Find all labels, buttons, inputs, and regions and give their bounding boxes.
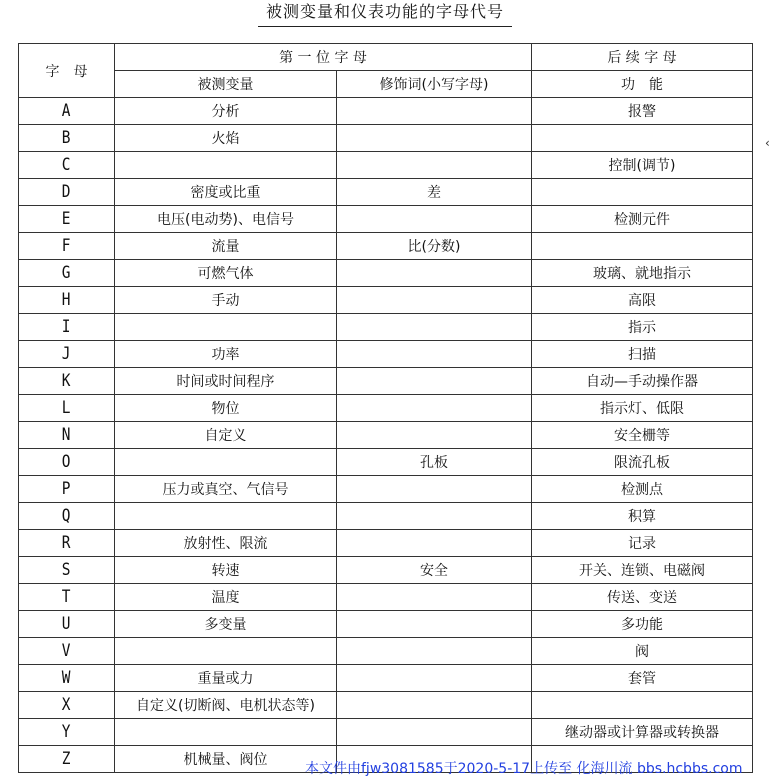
- function-cell: 报警: [532, 98, 753, 125]
- function-cell: 限流孔板: [532, 449, 753, 476]
- function-cell: [532, 233, 753, 260]
- table-row: [19, 476, 753, 503]
- measured-variable-cell: [115, 152, 337, 179]
- modifier-cell: [337, 692, 532, 719]
- function-cell: 多功能: [532, 611, 753, 638]
- modifier-cell: [337, 341, 532, 368]
- table-row: [19, 368, 753, 395]
- letter-cell: W: [19, 665, 115, 692]
- letter-cell: L: [19, 395, 115, 422]
- function-cell: 玻璃、就地指示: [532, 260, 753, 287]
- function-cell: [532, 692, 753, 719]
- measured-variable-cell: 功率: [115, 341, 337, 368]
- measured-variable-cell: [115, 719, 337, 746]
- table-row: [19, 287, 753, 314]
- letter-cell: D: [19, 179, 115, 206]
- table-row: [19, 719, 753, 746]
- measured-variable-cell: 重量或力: [115, 665, 337, 692]
- letter-cell: I: [19, 314, 115, 341]
- modifier-cell: [337, 152, 532, 179]
- modifier-cell: 差: [337, 179, 532, 206]
- letter-cell: E: [19, 206, 115, 233]
- table-row: [19, 260, 753, 287]
- measured-variable-cell: [115, 638, 337, 665]
- table-row: [19, 395, 753, 422]
- modifier-cell: [337, 395, 532, 422]
- side-mark: ‹: [765, 136, 770, 150]
- modifier-cell: [337, 503, 532, 530]
- modifier-cell: [337, 98, 532, 125]
- measured-variable-cell: 机械量、阀位: [115, 746, 337, 773]
- table-row: [19, 152, 753, 179]
- letter-cell: X: [19, 692, 115, 719]
- letter-cell: H: [19, 287, 115, 314]
- letter-cell: A: [19, 98, 115, 125]
- measured-variable-cell: 压力或真空、气信号: [115, 476, 337, 503]
- letter-cell: R: [19, 530, 115, 557]
- measured-variable-cell: 物位: [115, 395, 337, 422]
- modifier-cell: [337, 530, 532, 557]
- watermark: 本文件由fjw3081585于2020-5-17上传至 化海川流 bbs.hcbbs.com: [305, 761, 743, 777]
- letter-cell: G: [19, 260, 115, 287]
- table-row: [19, 530, 753, 557]
- modifier-cell: [337, 368, 532, 395]
- measured-variable-cell: 时间或时间程序: [115, 368, 337, 395]
- table-row: [19, 584, 753, 611]
- measured-variable-cell: 密度或比重: [115, 179, 337, 206]
- letter-cell: Q: [19, 503, 115, 530]
- modifier-cell: [337, 260, 532, 287]
- table-row: [19, 233, 753, 260]
- table-row: [19, 422, 753, 449]
- measured-variable-cell: 温度: [115, 584, 337, 611]
- modifier-cell: 孔板: [337, 449, 532, 476]
- letter-cell: U: [19, 611, 115, 638]
- function-cell: 检测点: [532, 476, 753, 503]
- table-row: [19, 503, 753, 530]
- letter-cell: F: [19, 233, 115, 260]
- header-function: 功 能: [532, 71, 753, 98]
- function-cell: 检测元件: [532, 206, 753, 233]
- modifier-cell: [337, 206, 532, 233]
- letter-cell: B: [19, 125, 115, 152]
- measured-variable-cell: 流量: [115, 233, 337, 260]
- modifier-cell: [337, 125, 532, 152]
- header-first-letter: 第 一 位 字 母: [115, 44, 532, 71]
- measured-variable-cell: [115, 314, 337, 341]
- table-row: [19, 125, 753, 152]
- header-row-2: [19, 71, 753, 98]
- function-cell: 积算: [532, 503, 753, 530]
- function-cell: 记录: [532, 530, 753, 557]
- letter-cell: K: [19, 368, 115, 395]
- table-row: [19, 638, 753, 665]
- measured-variable-cell: 多变量: [115, 611, 337, 638]
- function-cell: 高限: [532, 287, 753, 314]
- modifier-cell: 比(分数): [337, 233, 532, 260]
- function-cell: 扫描: [532, 341, 753, 368]
- measured-variable-cell: 火焰: [115, 125, 337, 152]
- measured-variable-cell: 手动: [115, 287, 337, 314]
- modifier-cell: [337, 611, 532, 638]
- header-modifier: 修饰词(小写字母): [337, 71, 532, 98]
- modifier-cell: [337, 287, 532, 314]
- header-row-1: [19, 44, 753, 71]
- function-cell: [532, 125, 753, 152]
- measured-variable-cell: 分析: [115, 98, 337, 125]
- table-row: [19, 557, 753, 584]
- table-row: [19, 314, 753, 341]
- table-row: [19, 449, 753, 476]
- modifier-cell: [337, 665, 532, 692]
- table-row: [19, 665, 753, 692]
- function-cell: 阀: [532, 638, 753, 665]
- measured-variable-cell: 放射性、限流: [115, 530, 337, 557]
- function-cell: 传送、变送: [532, 584, 753, 611]
- page-title: 被测变量和仪表功能的字母代号: [258, 0, 512, 27]
- measured-variable-cell: 自定义(切断阀、电机状态等): [115, 692, 337, 719]
- function-cell: 安全栅等: [532, 422, 753, 449]
- function-cell: 开关、连锁、电磁阀: [532, 557, 753, 584]
- measured-variable-cell: 自定义: [115, 422, 337, 449]
- header-measured-variable: 被测变量: [115, 71, 337, 98]
- letter-cell: Z: [19, 746, 115, 773]
- table-row: [19, 611, 753, 638]
- function-cell: 继动器或计算器或转换器: [532, 719, 753, 746]
- table-row: [19, 206, 753, 233]
- measured-variable-cell: 转速: [115, 557, 337, 584]
- table-row: [19, 341, 753, 368]
- modifier-cell: [337, 638, 532, 665]
- function-cell: 指示: [532, 314, 753, 341]
- function-cell: 控制(调节): [532, 152, 753, 179]
- letter-cell: C: [19, 152, 115, 179]
- letter-cell: T: [19, 584, 115, 611]
- table-row: [19, 692, 753, 719]
- letter-cell: O: [19, 449, 115, 476]
- function-cell: 套管: [532, 665, 753, 692]
- letter-cell: Y: [19, 719, 115, 746]
- measured-variable-cell: [115, 503, 337, 530]
- function-cell: 指示灯、低限: [532, 395, 753, 422]
- modifier-cell: 安全: [337, 557, 532, 584]
- modifier-cell: [337, 422, 532, 449]
- modifier-cell: [337, 719, 532, 746]
- function-cell: [532, 179, 753, 206]
- measured-variable-cell: 可燃气体: [115, 260, 337, 287]
- letter-cell: P: [19, 476, 115, 503]
- modifier-cell: [337, 584, 532, 611]
- modifier-cell: [337, 314, 532, 341]
- table-row: [19, 179, 753, 206]
- letter-cell: V: [19, 638, 115, 665]
- table-row: [19, 98, 753, 125]
- letter-cell: S: [19, 557, 115, 584]
- measured-variable-cell: [115, 449, 337, 476]
- function-cell: 自动—手动操作器: [532, 368, 753, 395]
- letter-cell: N: [19, 422, 115, 449]
- letter-cell: J: [19, 341, 115, 368]
- letter-code-table: [18, 43, 753, 773]
- header-letter: 字 母: [19, 44, 115, 98]
- header-succeeding-letter: 后 续 字 母: [532, 44, 753, 71]
- measured-variable-cell: 电压(电动势)、电信号: [115, 206, 337, 233]
- modifier-cell: [337, 476, 532, 503]
